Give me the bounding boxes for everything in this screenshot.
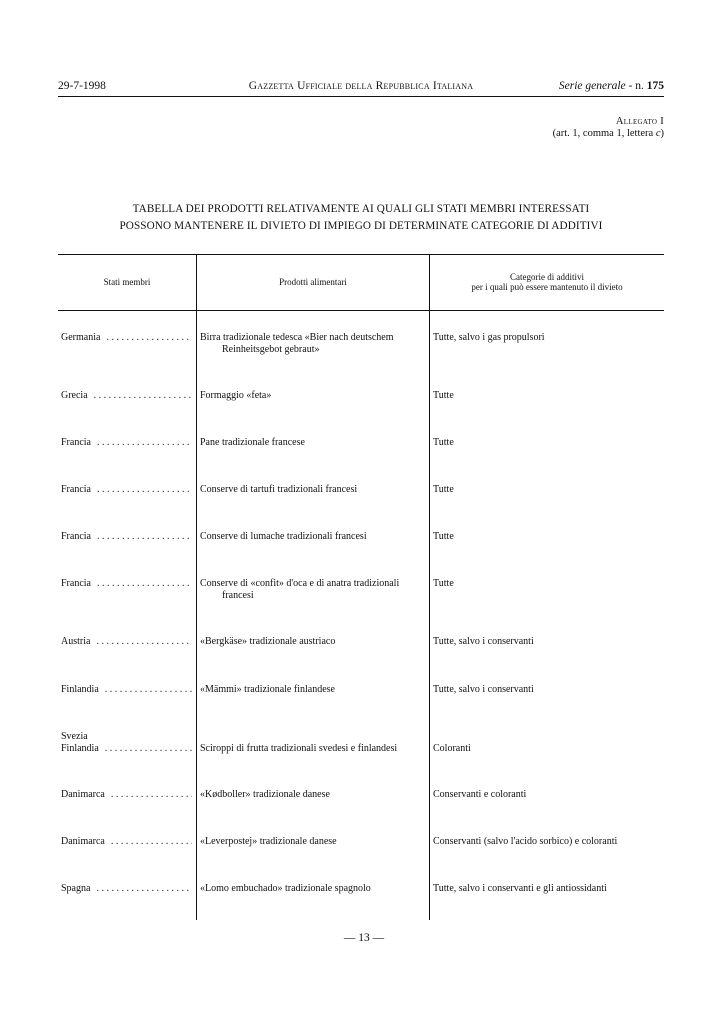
product-text-continued: francesi: [222, 590, 254, 601]
annex-reference: [553, 116, 664, 140]
category-cell: Tutte: [433, 390, 454, 401]
header-products: Prodotti alimentari: [279, 277, 347, 287]
leader-dots: [97, 437, 192, 449]
issue-number: 175: [646, 80, 664, 92]
state-cell: [61, 883, 192, 895]
category-cell: Tutte: [433, 578, 454, 589]
gazette-title: Gazzetta Ufficiale della Repubblica Italiana: [248, 80, 474, 92]
state-name: Francia: [61, 578, 91, 589]
page-number: — 13 —: [343, 932, 385, 944]
state-name: Germania: [61, 332, 101, 343]
state-cell: [61, 684, 192, 696]
leader-dots: [111, 789, 192, 801]
leader-dots: [106, 332, 192, 344]
table-title: [58, 201, 664, 235]
product-text-continued: Reinheitsgebot gebraut»: [222, 344, 320, 355]
category-cell: Tutte: [433, 531, 454, 542]
state-cell: [61, 390, 192, 402]
state-name: Francia: [61, 531, 91, 542]
state-cell: [61, 484, 192, 496]
table-title-line-1: TABELLA DEI PRODOTTI RELATIVAMENTE AI QUALI GLI STATI MEMBRI INTERESSATI: [132, 203, 590, 215]
category-cell: Tutte, salvo i conservanti: [433, 636, 534, 647]
state-name: Finlandia: [61, 743, 99, 754]
state-cell: [61, 836, 192, 848]
ref-prefix: (art. 1, comma 1, lettera: [552, 128, 656, 139]
product-cell: «Mämmi» tradizionale finlandese: [200, 684, 335, 695]
leader-dots: [96, 883, 192, 895]
state-cell: [61, 731, 192, 755]
product-cell: [200, 578, 426, 602]
state-cell: [61, 531, 192, 543]
category-cell: Tutte, salvo i gas propulsori: [433, 332, 545, 343]
leader-dots: [97, 484, 192, 496]
category-cell: Tutte, salvo i conservanti: [433, 684, 534, 695]
table-title-line-2: POSSONO MANTENERE IL DIVIETO DI IMPIEGO DI DETERMINATE CATEGORIE DI ADDITIVI: [119, 220, 603, 232]
header-states: Stati membri: [103, 277, 151, 287]
ref-letter: c: [655, 128, 661, 139]
category-cell: Conservanti (salvo l'acido sorbico) e coloranti: [433, 836, 618, 847]
state-name: Danimarca: [61, 836, 105, 847]
ref-suffix: ): [660, 128, 664, 139]
state-name: Francia: [61, 484, 91, 495]
product-cell: [200, 332, 426, 356]
additives-table: [58, 254, 664, 920]
product-cell: «Lomo embuchado» tradizionale spagnolo: [200, 883, 371, 894]
state-name: Francia: [61, 437, 91, 448]
state-cell: [61, 437, 192, 449]
state-cell: [61, 332, 192, 344]
product-cell: «Leverpostej» tradizionale danese: [200, 836, 337, 847]
leader-dots: [105, 684, 192, 696]
product-text: Conserve di «confit» d'oca e di anatra tradizionali: [200, 578, 400, 589]
product-cell: Conserve di tartufi tradizionali francesi: [200, 484, 358, 495]
header-categories: [430, 254, 664, 310]
product-cell: Sciroppi di frutta tradizionali svedesi e finlandesi: [200, 743, 398, 754]
leader-dots: [111, 836, 192, 848]
category-cell: Conservanti e coloranti: [433, 789, 527, 800]
category-cell: Coloranti: [433, 743, 471, 754]
leader-dots: [105, 743, 192, 755]
state-name-first: Svezia: [61, 731, 88, 742]
product-text: Birra tradizionale tedesca «Bier nach deutschem: [200, 332, 394, 343]
leader-dots: [97, 531, 192, 543]
series-info: [559, 78, 664, 94]
publication-date: 29-7-1998: [58, 80, 106, 92]
article-reference: [553, 128, 664, 140]
leader-dots: [97, 578, 192, 590]
product-cell: Pane tradizionale francese: [200, 437, 305, 448]
leader-dots: [96, 636, 192, 648]
table-header-rule: [58, 310, 664, 311]
state-cell: [61, 636, 192, 648]
state-name: Danimarca: [61, 789, 105, 800]
column-divider-2: [429, 254, 430, 920]
product-cell: Conserve di lumache tradizionali francesi: [200, 531, 367, 542]
category-cell: Tutte: [433, 437, 454, 448]
state-name: Austria: [61, 636, 91, 647]
category-cell: Tutte: [433, 484, 454, 495]
page-header: [58, 78, 664, 94]
product-cell: «Kødboller» tradizionale danese: [200, 789, 330, 800]
annex-label: Allegato I: [615, 116, 664, 127]
category-cell: Tutte, salvo i conservanti e gli antiossidanti: [433, 883, 607, 894]
header-rule: [58, 96, 664, 97]
series-label: Serie generale: [558, 80, 626, 92]
header-categories-line-2: per i quali può essere mantenuto il divieto: [471, 282, 623, 292]
state-cell: [61, 578, 192, 590]
column-divider-1: [196, 254, 197, 920]
product-cell: Formaggio «feta»: [200, 390, 272, 401]
state-name: Grecia: [61, 390, 88, 401]
state-name: Finlandia: [61, 684, 99, 695]
state-cell: [61, 789, 192, 801]
series-separator: - n.: [625, 80, 647, 92]
state-name: Spagna: [61, 883, 91, 894]
header-categories-line-1: Categorie di additivi: [510, 272, 584, 282]
product-cell: «Bergkäse» tradizionale austriaco: [200, 636, 336, 647]
leader-dots: [94, 390, 192, 402]
